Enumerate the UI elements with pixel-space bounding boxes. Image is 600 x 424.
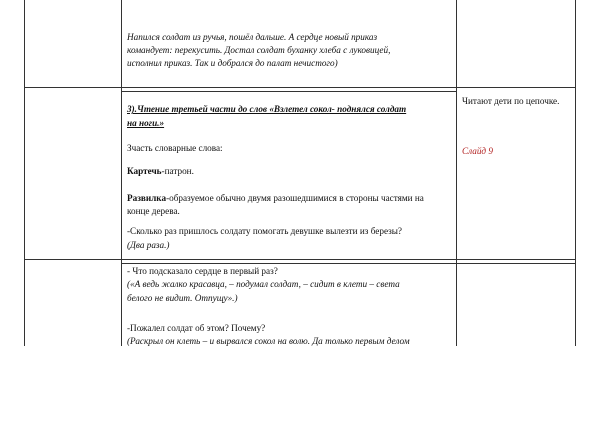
question-regret: -Пожалел солдат об этом? Почему?: [127, 323, 266, 333]
table-left-border: [24, 0, 25, 346]
question-birch: -Сколько раз пришлось солдату помогать девушке вылезти из березы?: [127, 226, 403, 236]
vocab-intro: Зчасть словарные слова:: [127, 143, 223, 153]
table-row-divider-1: [24, 87, 576, 88]
reading-heading-line-2: на ноги.»: [127, 118, 165, 128]
vocab-definition-cont: конце дерева.: [127, 206, 180, 216]
vocab-term: Картечь: [127, 166, 162, 176]
table-row-divider-2b: [121, 263, 576, 264]
table-right-border: [575, 0, 576, 346]
row1-text-line-3: исполнил приказ. Так и добрался до палат нечистого): [127, 58, 338, 68]
row1-text-line-2: командует: перекусить. Достал солдат буханку хлеба с луковицей,: [127, 45, 391, 55]
vocab-term: Развилка: [127, 193, 167, 203]
reading-heading-line-1: 3).Чтение третьей части до слов «Взлетел сокол- поднялся солдат: [127, 104, 407, 114]
table-row-divider-1b: [121, 91, 457, 92]
table-row-divider-2: [24, 259, 576, 260]
activity-note: Читают дети по цепочке.: [462, 96, 560, 106]
row1-text-line-1: Напился солдат из ручья, пошёл дальше. А сердце новый приказ: [127, 32, 378, 42]
vocab-definition: -патрон.: [161, 166, 194, 176]
question-heart: - Что подсказало сердце в первый раз?: [127, 266, 278, 276]
vocab-item-razvilka: [127, 192, 424, 205]
table-col-divider-2: [456, 0, 457, 346]
answer-heart-line-1: («А ведь жалко красавца, – подумал солдат, – сидит в клети – света: [127, 279, 400, 289]
answer-birch: (Два раза.): [127, 240, 170, 250]
answer-regret: (Раскрыл он клеть – и вырвался сокол на волю. Да только первым делом: [127, 336, 410, 346]
slide-label: Слайд 9: [462, 146, 493, 156]
vocab-item-kartech: [127, 165, 194, 178]
table-col-divider-1: [121, 0, 122, 346]
vocab-definition: -образуемое обычно двумя разошедшимися в стороны частями на: [166, 193, 424, 203]
answer-heart-line-2: белого не видит. Отпущу».): [127, 293, 238, 303]
